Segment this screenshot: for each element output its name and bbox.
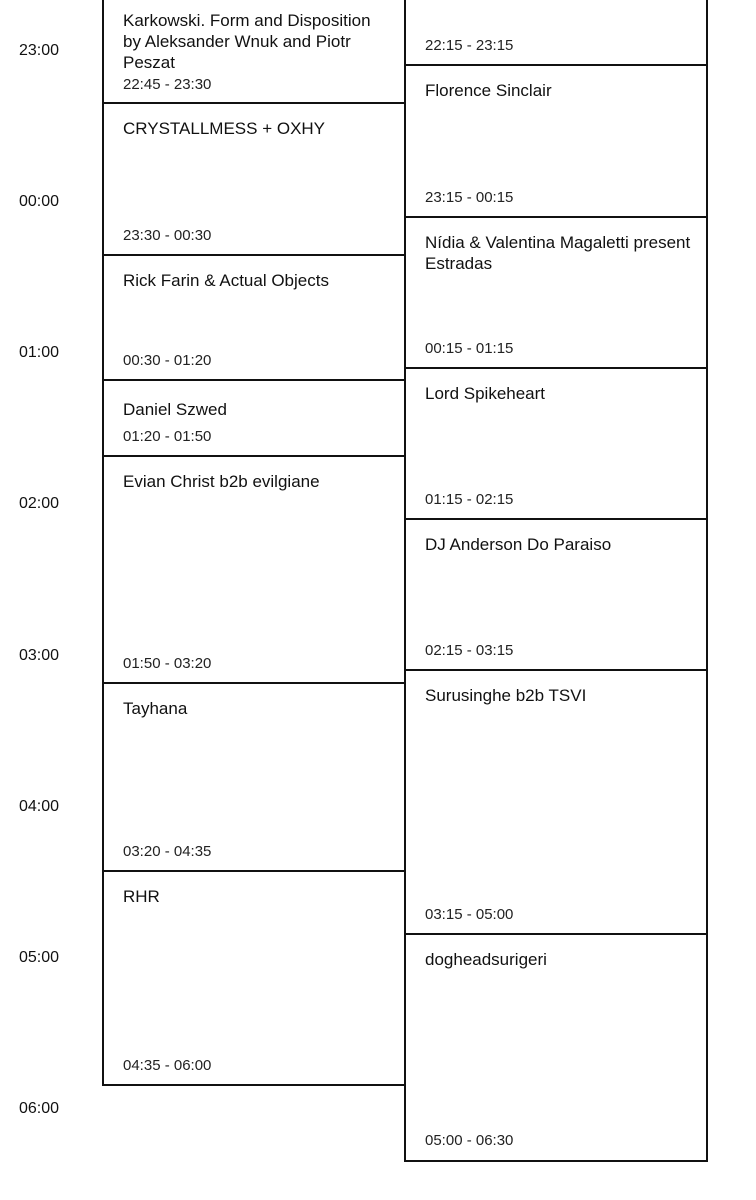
schedule-slot[interactable] <box>104 104 404 254</box>
slot-divider <box>404 518 708 520</box>
slot-divider <box>102 102 406 104</box>
slot-time: 23:15 - 00:15 <box>425 189 514 206</box>
slot-time: 01:50 - 03:20 <box>123 655 212 672</box>
hour-label: 03:00 <box>19 647 60 664</box>
artist-name: Florence Sinclair <box>425 81 552 100</box>
schedule-slot[interactable] <box>406 520 706 669</box>
slot-divider <box>404 933 708 935</box>
column-border <box>404 0 406 1162</box>
hour-label: 05:00 <box>19 949 60 966</box>
schedule-slot[interactable] <box>104 872 404 1084</box>
artist-name: Karkowski. Form and Disposition by Aleksander Wnuk and Piotr Peszat <box>123 11 371 72</box>
schedule-slot[interactable] <box>104 381 404 455</box>
column-border <box>102 0 104 1086</box>
artist-name: Nídia & Valentina Magaletti present Estradas <box>425 233 691 273</box>
slot-divider <box>102 870 406 872</box>
artist-name: dogheadsurigeri <box>425 950 547 969</box>
slot-time: 01:20 - 01:50 <box>123 428 212 445</box>
hour-label: 01:00 <box>19 344 60 361</box>
slot-time: 22:45 - 23:30 <box>123 76 212 93</box>
slot-divider <box>404 1160 708 1162</box>
column-border <box>706 0 708 1162</box>
slot-divider <box>102 682 406 684</box>
hour-label: 02:00 <box>19 495 60 512</box>
schedule-slot[interactable] <box>104 457 404 682</box>
schedule-slot[interactable] <box>406 671 706 933</box>
artist-name: Surusinghe b2b TSVI <box>425 686 587 705</box>
slot-time: 05:00 - 06:30 <box>425 1132 514 1149</box>
slot-time: 00:30 - 01:20 <box>123 352 212 369</box>
slot-time: 00:15 - 01:15 <box>425 340 514 357</box>
artist-name: CRYSTALLMESS + OXHY <box>123 119 326 138</box>
slot-time: 22:15 - 23:15 <box>425 37 514 54</box>
slot-divider <box>404 216 708 218</box>
slot-time: 03:15 - 05:00 <box>425 906 514 923</box>
slot-divider <box>404 64 708 66</box>
slot-divider <box>404 367 708 369</box>
artist-name: Daniel Szwed <box>123 400 227 419</box>
artist-name: Tayhana <box>123 699 188 718</box>
schedule-slot[interactable] <box>406 0 706 64</box>
schedule-slot[interactable] <box>104 256 404 379</box>
schedule-slot[interactable] <box>104 684 404 870</box>
hour-label: 00:00 <box>19 193 60 210</box>
slot-time: 02:15 - 03:15 <box>425 642 514 659</box>
artist-name: Evian Christ b2b evilgiane <box>123 472 320 491</box>
schedule-slot[interactable] <box>406 369 706 518</box>
hour-label: 04:00 <box>19 798 60 815</box>
hour-label: 06:00 <box>19 1100 60 1117</box>
slot-divider <box>102 455 406 457</box>
schedule-slot[interactable] <box>406 935 706 1159</box>
slot-time: 04:35 - 06:00 <box>123 1057 212 1074</box>
artist-name: Rick Farin & Actual Objects <box>123 271 329 290</box>
slot-divider <box>102 1084 406 1086</box>
schedule-slot[interactable] <box>104 0 404 102</box>
slot-divider <box>102 254 406 256</box>
slot-time: 23:30 - 00:30 <box>123 227 212 244</box>
schedule-slot[interactable] <box>406 218 706 367</box>
artist-name: Lord Spikeheart <box>425 384 546 403</box>
slot-divider <box>102 379 406 381</box>
hour-label: 23:00 <box>19 42 60 59</box>
artist-name: RHR <box>123 887 160 906</box>
schedule-slot[interactable] <box>406 66 706 216</box>
slot-time: 01:15 - 02:15 <box>425 491 514 508</box>
artist-name: DJ Anderson Do Paraiso <box>425 535 612 554</box>
slot-time: 03:20 - 04:35 <box>123 843 212 860</box>
slot-divider <box>404 669 708 671</box>
